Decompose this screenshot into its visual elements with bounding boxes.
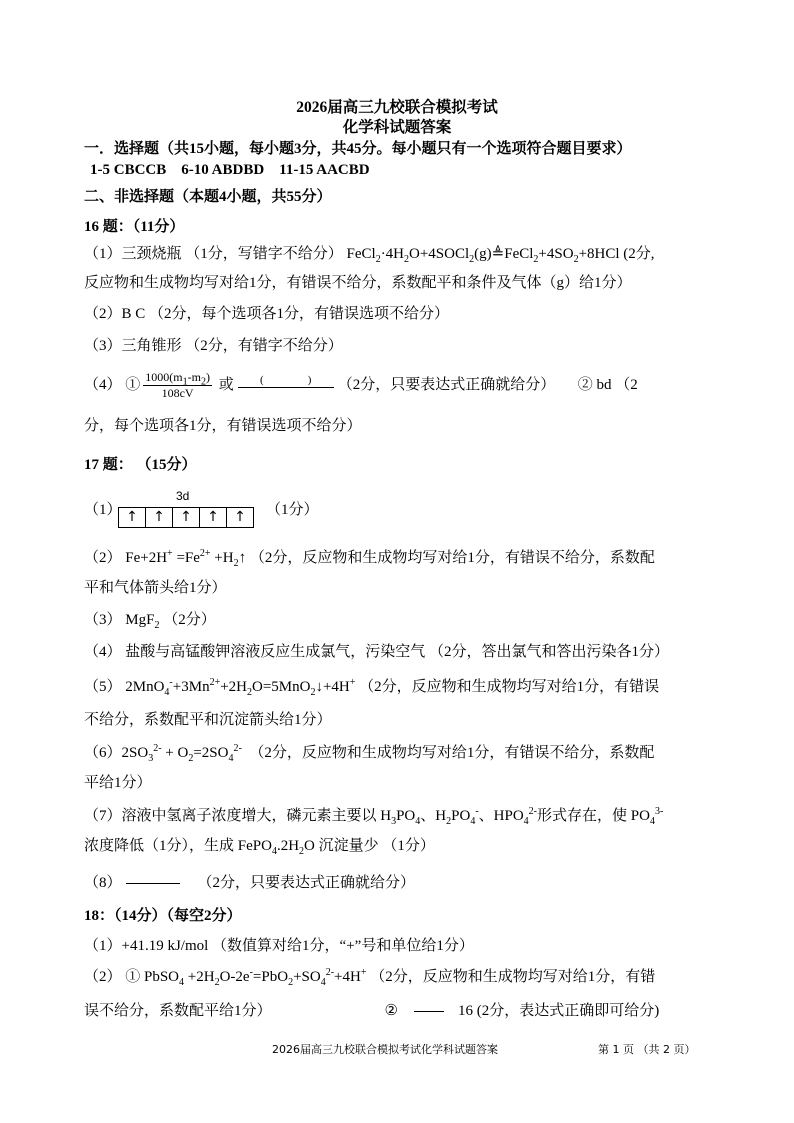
q17-line2: （2） $Fe+2H^+ =Fe^{2+}$ $+H_2↑$ （2分，反应物和生成物均写对给1分，有错误不给分，系数配 bbox=[84, 548, 655, 569]
q17-line1-prefix: （1） bbox=[84, 502, 122, 518]
document-title: 2026届高三九校联合模拟考试 bbox=[296, 99, 498, 116]
section2-heading: 二、非选择题（本题4小题，共55分） bbox=[84, 189, 332, 205]
q16-line6: 分，每个选项各1分，有错误选项不给分） bbox=[84, 418, 362, 434]
q17-line1-score: （1分） bbox=[266, 502, 319, 518]
orbital-electron-arrow: ↑ bbox=[234, 509, 246, 525]
heat-condition-symbol: ≜ bbox=[491, 246, 505, 262]
page-number: 第 1 页 （共 2 页） bbox=[598, 1043, 696, 1056]
document-subtitle: 化学科试题答案 bbox=[342, 119, 452, 136]
expression-rule bbox=[126, 883, 180, 884]
expression-rule bbox=[414, 1011, 444, 1012]
q17-line4: （3） MgF$_2$ （2分） bbox=[84, 612, 216, 631]
q16-line1: （1）三颈烧瓶 （1分，写错字不给分） $FeCl_2\cdot 4H_2O+4SOCl_2(g)≜FeCl_2+4SO_2+8HCl$ (2分, bbox=[84, 246, 655, 265]
q18-heading: 18：（14分）（每空2分） bbox=[84, 908, 242, 924]
orbital-electron-arrow: ↑ bbox=[173, 508, 200, 527]
footer-title: 2026届高三九校联合模拟考试化学科试题答案 bbox=[272, 1043, 498, 1056]
section1-answers: 1-5 CBCCB 6-10 ABDBD 11-15 AACBD bbox=[90, 162, 370, 178]
q18-line3: 误不给分，系数配平给1分） ② 16 (2分，表达式正确即可给分) bbox=[84, 1003, 660, 1019]
q16-line4: （3）三角锥形 （2分，有错字不给分） bbox=[84, 338, 343, 354]
q17-line3: 平和气体箭头给1分） bbox=[84, 580, 227, 596]
q17-line10: （7）溶液中氢离子浓度增大，磷元素主要以 $H_3PO_4$、$H_2PO_4^-$、$HPO_4^{2-}$形式存在，使 $PO_4^{3-}$ bbox=[84, 806, 664, 827]
q17-line5: （4） 盐酸与高锰酸钾溶液反应生成氯气，污染空气 （2分，答出氯气和答出污染各1分） bbox=[84, 644, 670, 660]
q17-line9: 平给1分） bbox=[84, 775, 152, 791]
section1-heading: 一．选择题（共15小题，每小题3分，共45分。每小题只有一个选项符合题目要求） bbox=[84, 141, 632, 157]
q18-line1: （1）+41.19 kJ/mol （数值算对给1分，“+”号和单位给1分） bbox=[84, 938, 474, 954]
q17-line8: $(6)2SO_3^{2-} + O_2=2SO_4^{2-}$ （2分，反应物和生成物均写对给1分，有错误不给分，系数配 bbox=[84, 743, 655, 764]
q16-line5: （4） ① $\frac{1000(m_1-m_2)}{108cV}$ 或 ( ) （2分，只要表达式正确就给分） ② bd （2 bbox=[84, 370, 638, 401]
q16-line2: 反应物和生成物均写对给1分，有错误不给分，系数配平和条件及气体（g）给1分） bbox=[84, 275, 632, 291]
orbital-label: 3d bbox=[176, 489, 190, 503]
q17-line7: 不给分，系数配平和沉淀箭头给1分） bbox=[84, 712, 332, 728]
q16-line3: （2）B C （2分，每个选项各1分，有错误选项不给分） bbox=[84, 306, 450, 322]
purity-fraction: $\frac{1000(m_1-m_2)}{108cV}$ bbox=[145, 370, 210, 401]
orbital-electron-arrow: ↑ bbox=[146, 508, 173, 527]
q17-line6: （5） $2MnO_4^-+3Mn^{2+}+2H_2O=5MnO_2↓+4H^+$ （2分，反应物和生成物均写对给1分，有错误 bbox=[84, 677, 660, 698]
q17-line12: （8） （2分，只要表达式正确就给分） bbox=[84, 875, 416, 891]
q17-heading: 17 题： （15分） bbox=[84, 457, 197, 473]
orbital-diagram bbox=[118, 507, 254, 528]
orbital-electron-arrow: ↑ bbox=[119, 508, 146, 527]
orbital-electron-arrow: ↑ bbox=[200, 508, 227, 527]
q16-heading: 16 题：（11分） bbox=[84, 219, 185, 235]
q18-line2: （2） ① PbSO$_4$ $+2H_2O-2e^-=PbO_2+SO_4^{2-}+4H^+$ （2分，反应物和生成物均写对给1分，有错 bbox=[84, 967, 656, 988]
q17-line11: 浓度降低（1分），生成 $FePO_4.2H_2O$ 沉淀量少 （1分） bbox=[84, 838, 435, 857]
alternate-fraction: ( ) bbox=[238, 374, 334, 398]
